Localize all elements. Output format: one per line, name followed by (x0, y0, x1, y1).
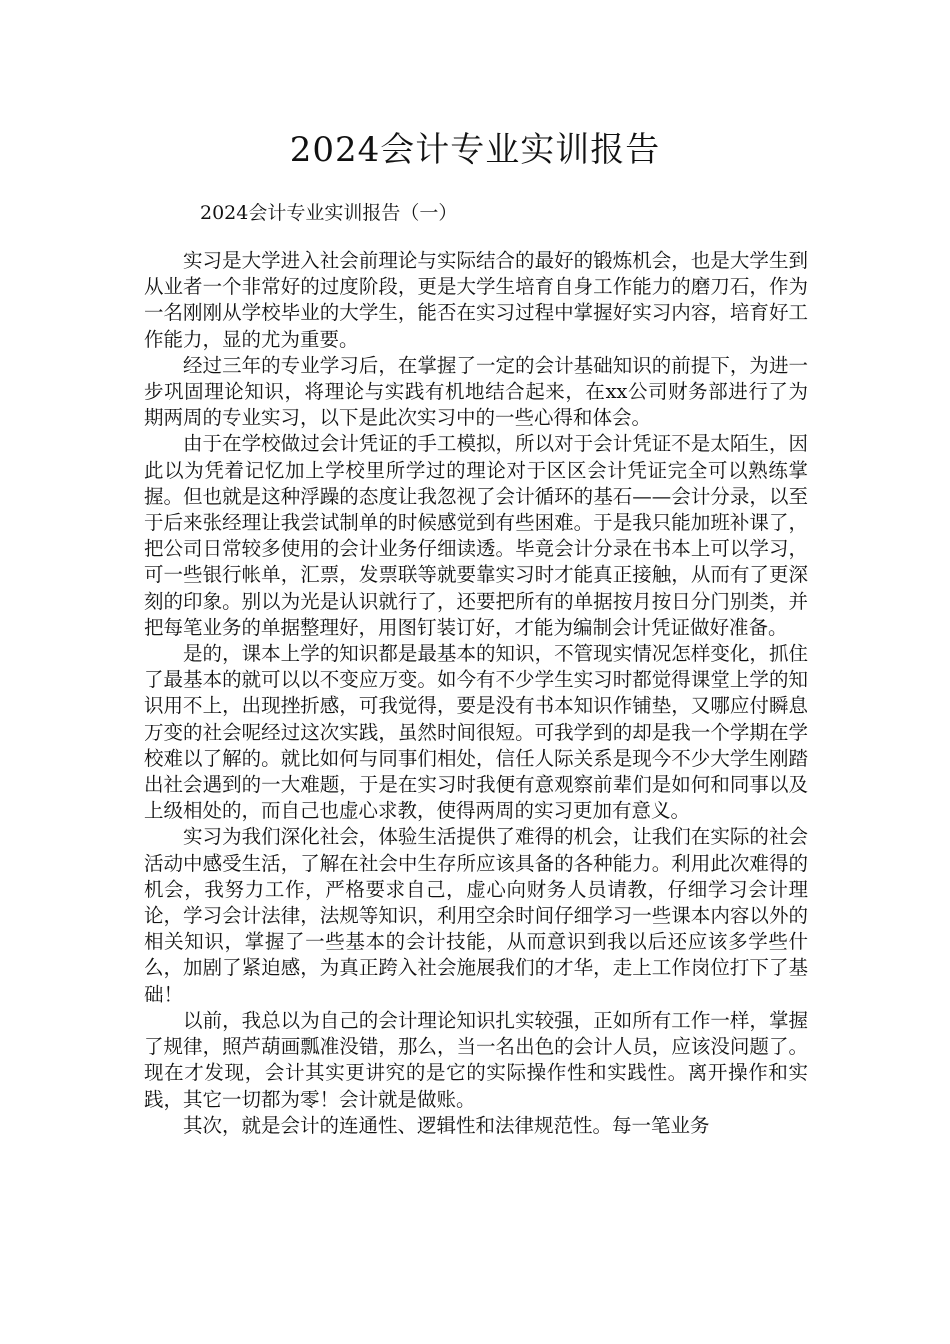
paragraph: 以前，我总以为自己的会计理论知识扎实较强，正如所有工作一样，掌握了规律，照芦葫画瓢准没错，那么，当一名出色的会计人员，应该没问题了。现在才发现，会计其实更讲究的是它的实际操作性和实践性。离开操作和实践，其它一切都为零！会计就是做账。 (144, 1008, 808, 1111)
section-heading: 2024会计专业实训报告（一） (200, 202, 458, 224)
document-body (144, 248, 808, 1139)
paragraph: 实习为我们深化社会，体验生活提供了难得的机会，让我们在实际的社会活动中感受生活，了解在社会中生存所应该具备的各种能力。利用此次难得的机会，我努力工作，严格要求自己，虚心向财务人员请教，仔细学习会计理论，学习会计法律，法规等知识，利用空余时间仔细学习一些课本内容以外的相关知识，掌握了一些基本的会计技能，从而意识到我以后还应该多学些什么，加剧了紧迫感，为真正跨入社会施展我们的才华，走上工作岗位打下了基础！ (144, 825, 808, 1006)
paragraph: 其次，就是会计的连通性、逻辑性和法律规范性。每一笔业务 (183, 1113, 710, 1137)
document-title: 2024会计专业实训报告 (289, 130, 661, 170)
paragraph: 实习是大学进入社会前理论与实际结合的最好的锻炼机会，也是大学生到从业者一个非常好的过度阶段，更是大学生培育自身工作能力的磨刀石，作为一名刚刚从学校毕业的大学生，能否在实习过程中掌握好实习内容，培育好工作能力，显的尤为重要。 (144, 249, 808, 351)
paragraph: 是的，课本上学的知识都是最基本的知识，不管现实情况怎样变化，抓住了最基本的就可以以不变应万变。如今有不少学生实习时都觉得课堂上学的知识用不上，出现挫折感，可我觉得，要是没有书本知识作铺垫，又哪应付瞬息万变的社会呢经过这次实践，虽然时间很短。可我学到的却是我一个学期在学校难以了解的。就比如何与同事们相处，信任人际关系是现今不少大学生刚踏出社会遇到的一大难题，于是在实习时我便有意观察前辈们是如何和同事以及上级相处的，而自己也虚心求教，使得两周的实习更加有意义。 (144, 642, 808, 823)
paragraph: 经过三年的专业学习后，在掌握了一定的会计基础知识的前提下，为进一步巩固理论知识，将理论与实践有机地结合起来，在xx公司财务部进行了为期两周的专业实习，以下是此次实习中的一些心得和体会。 (144, 353, 808, 430)
paragraph: 由于在学校做过会计凭证的手工模拟，所以对于会计凭证不是太陌生，因此以为凭着记忆加上学校里所学过的理论对于区区会计凭证完全可以熟练掌握。但也就是这种浮躁的态度让我忽视了会计循环的基石——会计分录，以至于后来张经理让我尝试制单的时候感觉到有些困难。于是我只能加班补课了，把公司日常较多使用的会计业务仔细读透。毕竟会计分录在书本上可以学习，可一些银行帐单，汇票，发票联等就要靠实习时才能真正接触，从而有了更深刻的印象。别以为光是认识就行了，还要把所有的单据按月按日分门别类，并把每笔业务的单据整理好，用图钉装订好，才能为编制会计凭证做好准备。 (144, 432, 808, 639)
